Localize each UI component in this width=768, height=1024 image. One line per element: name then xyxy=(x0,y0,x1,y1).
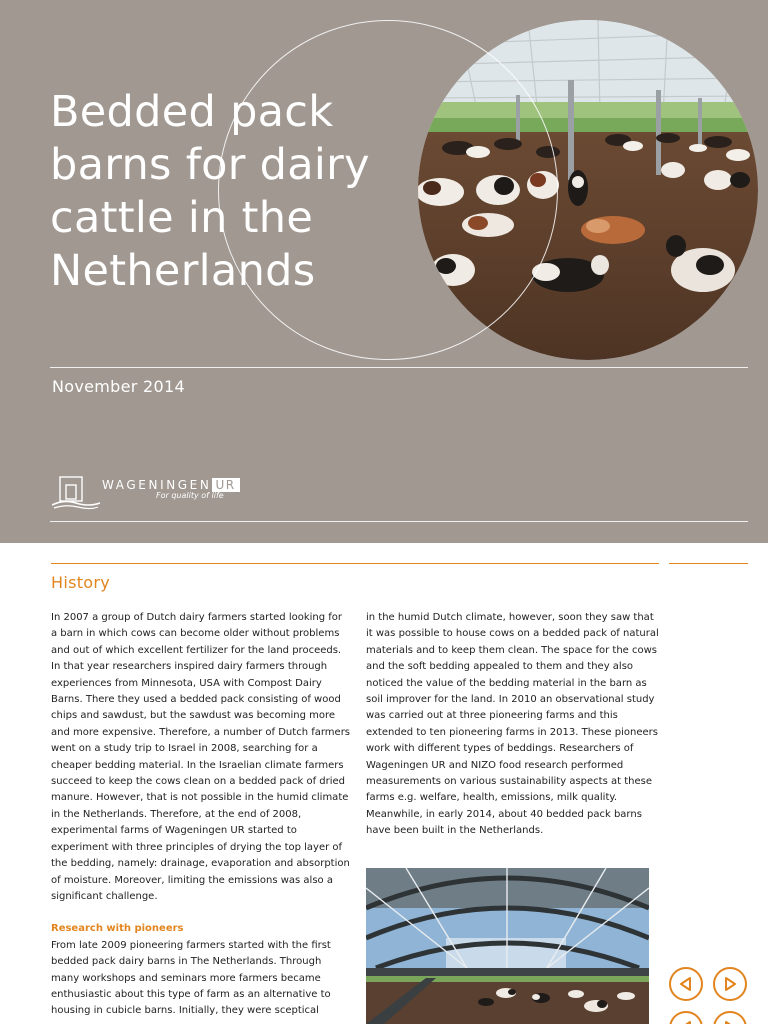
page-title: Bedded pack barns for dairy cattle in the Netherlands xyxy=(50,87,370,296)
publication-date: November 2014 xyxy=(52,377,185,396)
logo-brand-text: WAGENINGEN UR xyxy=(102,478,240,492)
wageningen-ur-logo xyxy=(52,475,282,511)
last-page-button[interactable] xyxy=(713,1011,747,1024)
next-page-button[interactable] xyxy=(713,967,747,1001)
section-rule-side xyxy=(669,563,748,564)
barn-interior-photo xyxy=(366,868,649,1024)
history-paragraph-3: in the humid Dutch climate, however, soon they saw that it was possible to house cows on a bedded pack of natural materials and to keep them clean. The space for the cows and the soft bedding appealed to them and they also noticed the value of the bedding material in the barn as soil improver for the land. In 2010 an observational study was carried out at three pioneering farms and this extended to ten pioneering farms in 2013. These pioneers work with different types of beddings. Researchers of Wageningen UR and NIZO food research performed measurements on various sustainability aspects at these farms e.g. welfare, health, emissions, milk quality. Meanwhile, in early 2014, about 40 bedded pack barns have been built in the Netherlands. xyxy=(366,612,659,837)
triangle-left-icon xyxy=(678,976,694,992)
triangle-right-icon xyxy=(722,1020,738,1024)
triangle-left-icon xyxy=(678,1020,694,1024)
research-pioneers-subheading: Research with pioneers xyxy=(51,923,184,935)
triangle-right-icon xyxy=(722,976,738,992)
section-rule-main xyxy=(51,563,659,564)
history-paragraph-1: In 2007 a group of Dutch dairy farmers started looking for a barn in which cows can become older without problems and out of which excellent fertilizer for the land proceeds. In that year researchers inspired dairy farmers through experiences from Minnesota, USA with Compost Dairy Barns. There they used a bedded pack consisting of wood chips and sawdust, but the sawdust was becoming more and more expensive. Therefore, a number of Dutch farmers went on a study trip to Israel in 2008, searching for a cheaper bedding material. In the Israelian climate farmers succeed to keep the cows clean on a bedded pack of dried manure. However, that is not possible in the humid climate in the Netherlands. Therefore, at the end of 2008, experimental farms of Wageningen UR started to experiment with three principles of drying the top layer of the bedding, namely: drainage, evaporation and absorption of moisture. Moreover, limiting the emissions was also a significant challenge. xyxy=(51,612,351,902)
previous-page-button[interactable] xyxy=(669,967,703,1001)
wageningen-logo-icon xyxy=(52,475,100,511)
cover-divider-bottom xyxy=(50,521,748,522)
history-column-left xyxy=(51,610,351,1020)
first-page-button[interactable] xyxy=(669,1011,703,1024)
history-column-right xyxy=(366,610,660,840)
history-paragraph-2: From late 2009 pioneering farmers started with the first bedded pack dairy barns in The Netherlands. Through many workshops and seminars more farmers became enthusiastic about this type of farm as an alternative to housing in cubicle barns. Initially, they were sceptical xyxy=(51,939,331,1017)
logo-tagline: For quality of life xyxy=(156,491,224,500)
history-heading: History xyxy=(51,573,111,592)
cover-divider-top xyxy=(50,367,748,368)
